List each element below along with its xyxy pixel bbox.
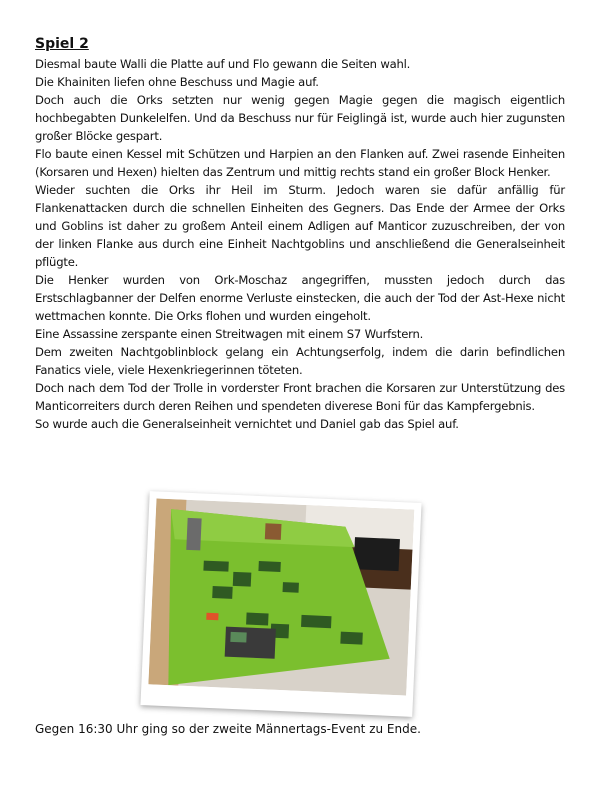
paragraph: Dem zweiten Nachtgoblinblock gelang ein Achtungserfolg, indem die darin befindlichen Fanatics viele, viele Hexenkriegerinnen töteten. (35, 345, 565, 377)
paragraph: Doch nach dem Tod der Trolle in vorderster Front brachen die Korsaren zur Unterstützung des Manticorreiters durch deren Reihen und spendeten diverese Boni für das Kampfergebnis. (35, 381, 565, 413)
paragraph: Wieder suchten die Orks ihr Heil im Sturm. Jedoch waren sie dafür anfällig für Flankenattacken durch die schnellen Einheiten des Gegners. Das Ende der Armee der Orks und Goblins ist daher zu großem Anteil einem Adligen auf Manticor zuzuschreiben, der von der linken Flanke aus durch eine Einheit Nachtgoblins und anschließend die Generalseinheit pflügte. (35, 183, 565, 269)
paragraph: Eine Assassine zerspante einen Streitwagen mit einem S7 Wurfstern. (35, 327, 424, 341)
closing-line: Gegen 16:30 Uhr ging so der zweite Männertags-Event zu Ende. (35, 722, 421, 736)
paragraph: Die Henker wurden von Ork-Moschaz angegriffen, mussten jedoch durch das Erstschlagbanner der Delfen enorme Verluste einstecken, die auch der Tod der Ast-Hexe nicht wettmachen konnte. Die Orks flohen und wurden eingeholt. (35, 273, 565, 323)
paragraph: Doch auch die Orks setzten nur wenig gegen Magie gegen die magisch eigentlich hochbegabten Dunkelelfen. Und da Beschuss nur für Feiglingä ist, wurde auch hier zugunsten großer Blöcke gespart. (35, 93, 565, 143)
paragraph: Die Khainiten liefen ohne Beschuss und Magie auf. (35, 75, 319, 89)
photo-frame (140, 491, 421, 717)
paragraph: So wurde auch die Generalseinheit vernichtet und Daniel gab das Spiel auf. (35, 417, 459, 431)
game-table-photo (148, 498, 414, 695)
article-body (35, 35, 565, 433)
heading: Spiel 2 (35, 36, 89, 52)
paragraph: Diesmal baute Walli die Platte auf und Flo gewann die Seiten wahl. (35, 57, 411, 71)
paragraph: Flo baute einen Kessel mit Schützen und Harpien an den Flanken auf. Zwei rasende Einheiten (Korsaren und Hexen) hielten das Zentrum und mittig rechts stand ein großer Block Henker. (35, 147, 565, 179)
